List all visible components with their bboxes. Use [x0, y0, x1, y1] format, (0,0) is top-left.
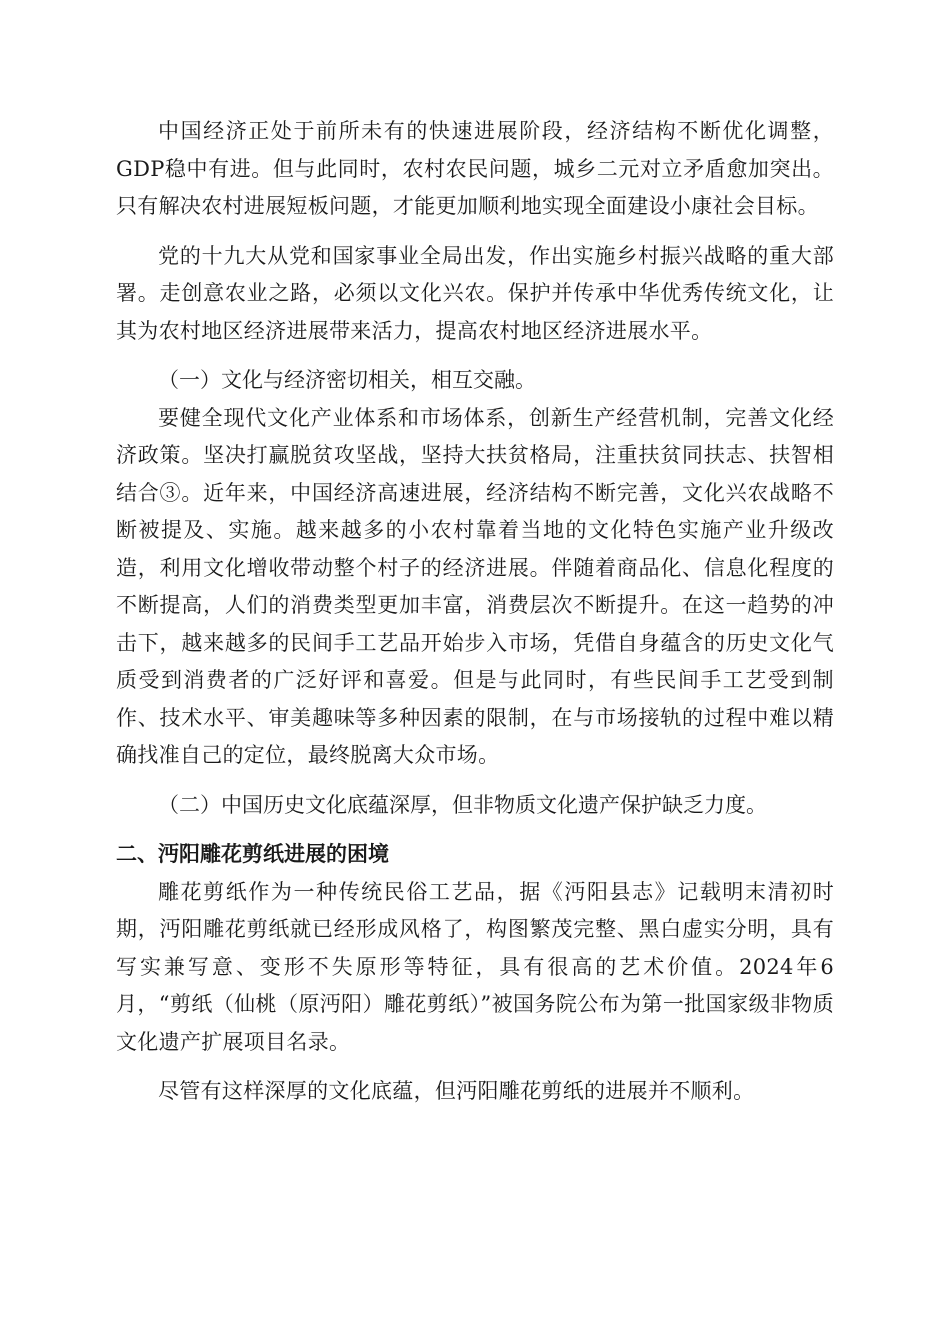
paragraph-cultural-industry: 要健全现代文化产业体系和市场体系，创新生产经营机制，完善文化经济政策。坚决打赢脱贫攻坚战，坚持大扶贫格局，注重扶贫同扶志、扶智相结合③。近年来，中国经济高速进展，经济结构不断完善，文化兴农战略不断被提及、实施。越来越多的小农村靠着当地的文化特色实施产业升级改造，利用文化增收带动整个村子的经济进展。伴随着商品化、信息化程度的不断提高，人们的消费类型更加丰富，消费层次不断提升。在这一趋势的冲击下，越来越多的民间手工艺品开始步入市场，凭借自身蕴含的历史文化气质受到消费者的广泛好评和喜爱。但是与此同时，有些民间手工艺受到制作、技术水平、审美趣味等多种因素的限制，在与市场接轨的过程中难以精确找准自己的定位，最终脱离大众市场。	[116, 405, 834, 767]
paragraph-rural-revitalization: 党的十九大从党和国家事业全局出发，作出实施乡村振兴战略的重大部署。走创意农业之路，必须以文化兴农。保护并传承中华优秀传统文化，让其为农村地区经济进展带来活力，提高农村地区经济进展水平。	[116, 243, 834, 343]
section-heading-difficulties: 二、沔阳雕花剪纸进展的困境	[116, 842, 389, 866]
paragraph-paper-cutting-history: 雕花剪纸作为一种传统民俗工艺品，据《沔阳县志》记载明末清初时期，沔阳雕花剪纸就已经形成风格了，构图繁茂完整、黑白虚实分明，具有写实兼写意、变形不失原形等特征，具有很高的艺术价值。2024年6月，“剪纸（仙桃（原沔阳）雕花剪纸）”被国务院公布为第一批国家级非物质文化遗产扩展项目名录。	[116, 879, 834, 1054]
subheading-culture-economy: （一）文化与经济密切相关，相互交融。	[158, 368, 536, 392]
document-page	[116, 113, 834, 1111]
paragraph-paper-cutting-struggles: 尽管有这样深厚的文化底蕴，但沔阳雕花剪纸的进展并不顺利。	[158, 1079, 755, 1103]
paragraph-economy-intro: 中国经济正处于前所未有的快速进展阶段，经济结构不断优化调整，GDP稳中有进。但与此同时，农村农民问题，城乡二元对立矛盾愈加突出。只有解决农村进展短板问题，才能更加顺利地实现全面建设小康社会目标。	[116, 119, 834, 218]
subheading-heritage-protection: （二）中国历史文化底蕴深厚，但非物质文化遗产保护缺乏力度。	[158, 792, 767, 817]
